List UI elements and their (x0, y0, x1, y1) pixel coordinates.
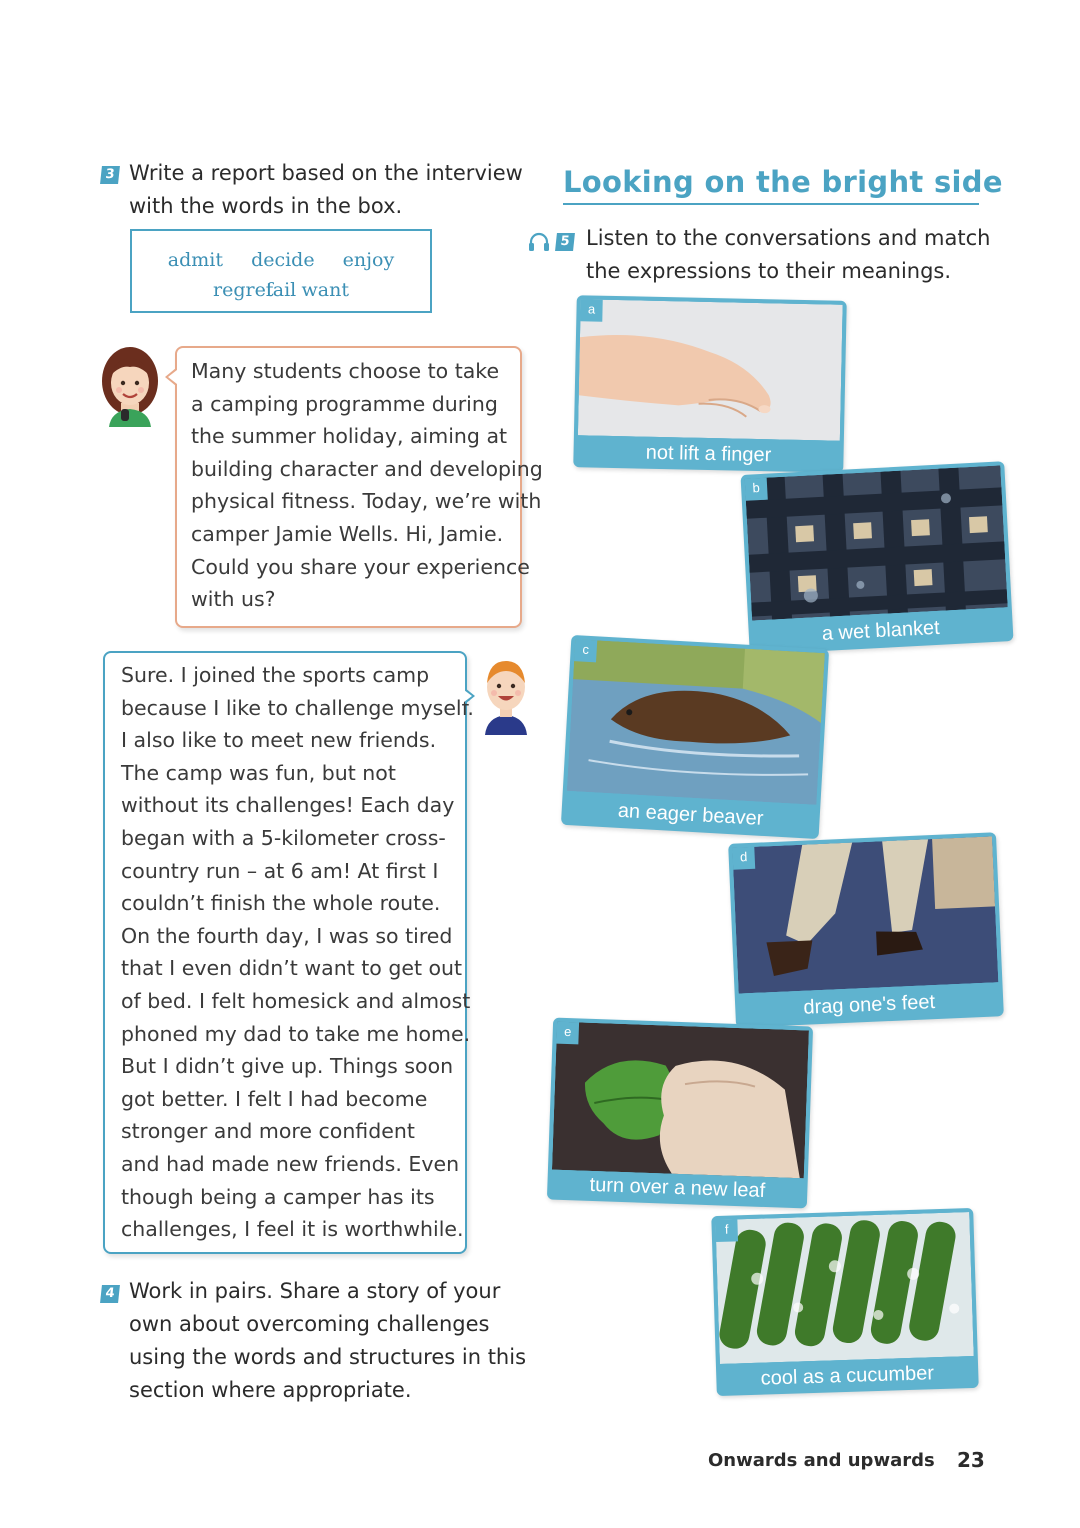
card-b (740, 461, 1013, 655)
bubble-line: physical fitness. Today, we’re with (191, 489, 542, 514)
wet-blanket-photo (745, 465, 1008, 620)
bubble-line: Sure. I joined the sports camp (121, 663, 430, 687)
bubble-line: stronger and more confident (121, 1119, 415, 1144)
word-box-item: admit (167, 249, 224, 271)
bubble-line: Many students choose to take (191, 359, 500, 383)
task-4-number-badge: 4 (100, 1285, 120, 1303)
task-5-line: Listen to the conversations and match (586, 226, 991, 250)
bubble-line: the summer holiday, aiming at (191, 424, 508, 449)
page-number: 23 (957, 1448, 985, 1472)
card-c (561, 635, 829, 839)
bubble-line: got better. I felt I had become (121, 1086, 428, 1111)
footer-title: Onwards and upwards (708, 1450, 935, 1471)
bubble-line: of bed. I felt homesick and almost (121, 988, 471, 1013)
bubble-line: though being a camper has its (121, 1184, 435, 1209)
task-4-line: Work in pairs. Share a story of your (129, 1279, 501, 1303)
task-5-number-badge: 5 (555, 233, 575, 251)
hand-photo (578, 299, 843, 440)
card-letter: b (745, 478, 768, 501)
card-e (547, 1018, 813, 1209)
bubble-line: But I didn’t give up. Things soon (121, 1054, 454, 1079)
bubble-line: because I like to challenge myself. (121, 695, 474, 720)
task-3-number-badge: 3 (100, 166, 120, 184)
card-caption: a wet blanket (821, 616, 941, 645)
bubble-line: camper Jamie Wells. Hi, Jamie. (191, 521, 504, 546)
word-box-item: decide (251, 249, 315, 271)
word-box-item: regret (213, 279, 274, 301)
task-4-line: section where appropriate. (129, 1378, 412, 1402)
bubble-line: country run – at 6 am! At first I (121, 858, 439, 883)
camper-avatar (481, 655, 531, 735)
bubble-line: The camp was fun, but not (121, 760, 396, 785)
bubble-line: Could you share your experience (191, 554, 530, 579)
feet-photo (732, 836, 998, 993)
bubble-line: challenges, I feel it is worthwhile. (121, 1217, 464, 1242)
word-box (130, 229, 432, 313)
leaf-photo (552, 1022, 809, 1179)
beaver-photo (567, 639, 825, 805)
cucumber-photo (715, 1212, 973, 1364)
word-box-item: want (301, 279, 349, 301)
card-caption: turn over a new leaf (589, 1173, 766, 1203)
bubble-line: that I even didn’t want to get out (121, 956, 463, 981)
card-letter: d (732, 847, 755, 870)
task-3-instructions (129, 157, 523, 223)
word-box-item: fail (265, 279, 297, 301)
title-underline (563, 203, 979, 205)
card-f (711, 1208, 979, 1396)
bubble-line: I also like to meet new friends. (121, 728, 437, 753)
task-3-line: with the words in the box. (129, 194, 403, 218)
task-5-instructions (586, 222, 990, 288)
bubble-line: with us? (191, 587, 276, 612)
task-5-line: the expressions to their meanings. (586, 259, 952, 283)
task-4-instructions (129, 1275, 526, 1407)
card-d (728, 832, 1004, 1028)
bubble-line: couldn’t finish the whole route. (121, 891, 441, 916)
task-3-line: Write a report based on the interview (129, 161, 523, 185)
card-letter: f (715, 1219, 738, 1242)
interviewer-speech-bubble (175, 346, 543, 628)
bubble-tail-fill (464, 690, 472, 702)
bubble-line: began with a 5-kilometer cross- (121, 825, 446, 850)
task-4-line: using the words and structures in this (129, 1345, 527, 1369)
card-caption: an eager beaver (617, 799, 764, 830)
task-4-line: own about overcoming challenges (129, 1312, 490, 1336)
card-a (573, 295, 847, 473)
card-caption: cool as a cucumber (760, 1362, 935, 1390)
interviewer-avatar (99, 345, 161, 427)
headphones-icon[interactable] (528, 232, 550, 252)
word-box-item: enjoy (342, 249, 395, 271)
bubble-line: and had made new friends. Even (121, 1151, 460, 1176)
card-caption: not lift a finger (645, 441, 772, 467)
bubble-line: without its challenges! Each day (121, 793, 455, 818)
bubble-tail-fill (168, 370, 177, 384)
bubble-line: a camping programme during (191, 391, 498, 416)
card-letter: c (574, 639, 597, 662)
card-letter: e (556, 1022, 579, 1045)
camper-speech-bubble (103, 651, 474, 1254)
bubble-line: phoned my dad to take me home. (121, 1021, 471, 1046)
card-letter: a (580, 299, 602, 321)
section-title: Looking on the bright side (563, 165, 1003, 199)
bubble-line: building character and developing (191, 456, 543, 481)
card-caption: drag one's feet (802, 991, 936, 1019)
bubble-line: On the fourth day, I was so tired (121, 923, 453, 948)
